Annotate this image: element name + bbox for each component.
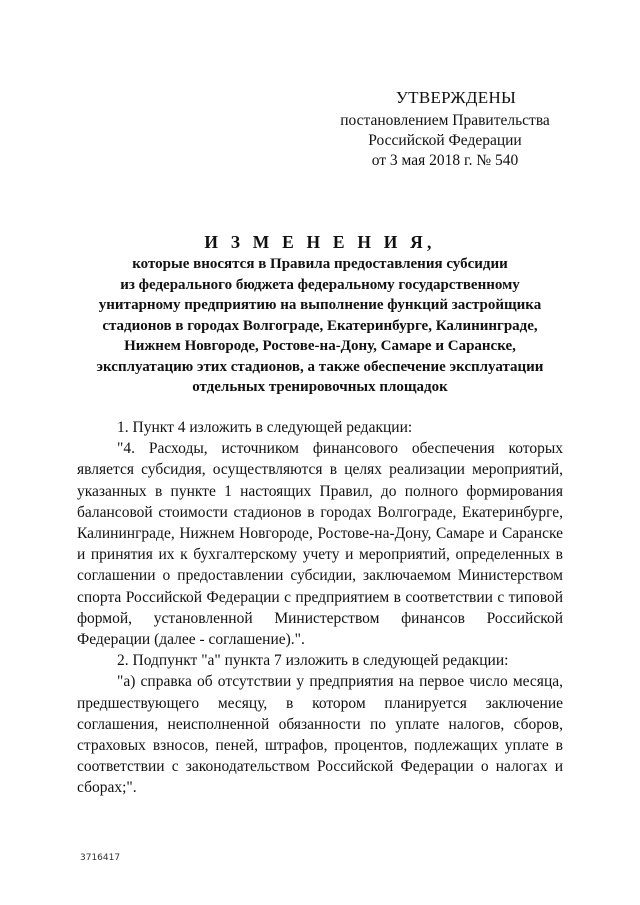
approval-line-date-number: от 3 мая 2018 г. № 540 xyxy=(371,152,519,169)
title-line: Нижнем Новгороде, Ростове-на-Дону, Самаре и Саранске, xyxy=(124,338,516,354)
paragraph-item-4-text: "4. Расходы, источником финансового обеспечения которых является субсидия, осуществляются в целях реализации мероприятий, указанных в пункте 1 настоящих Правил, до полного формирования балансовой стоимости стадионов в городах Волгограде, Екатеринбурге, Калининграде, Нижнем Новгороде, Ростове-на-Дону, Самаре и Саранске и принятия их к бухгалтерскому учету и мероприятий, определенных в соглашении о предоставлении субсидии, заключаемом Министерством спорта Российской Федерации с предприятием в соответствии с типовой формой, установленной Министерством финансов Российской Федерации (далее - соглашение).". xyxy=(77,440,563,649)
paragraph-item-2: 2. Подпункт "а" пункта 7 изложить в следующей редакции: xyxy=(117,652,509,670)
paragraph-item-1: 1. Пункт 4 изложить в следующей редакции: xyxy=(117,419,413,436)
title-line: эксплуатацию этих стадионов, а также обеспечение эксплуатации xyxy=(96,358,544,375)
title-line: отдельных тренировочных площадок xyxy=(192,379,448,395)
document-code: 3716417 xyxy=(80,853,121,863)
approval-heading: УТВЕРЖДЕНЫ xyxy=(395,88,517,107)
paragraph-subitem-a-text: "а) справка об отсутствии у предприятия на первое число месяца, предшествующего месяцу, в котором планируется заключение соглашения, неисполненной обязанности по уплате налогов, сборов, страховых взносов, пеней, штрафов, процентов, подлежащих уплате в соответствии с законодательством Российской Федерации о налогах и сборах;". xyxy=(77,673,563,797)
title-heading: И З М Е Н Е Н И Я, xyxy=(204,232,436,252)
title-line: унитарному предприятию на выполнение функций застройщика xyxy=(98,297,542,313)
title-line: из федерального бюджета федеральному государственному xyxy=(120,276,520,293)
title-line: которые вносятся в Правила предоставления субсидии xyxy=(132,256,508,272)
approval-block xyxy=(330,88,560,171)
approval-line-government: постановлением Правительства xyxy=(340,112,550,129)
document-body xyxy=(77,417,563,799)
title-line: стадионов в городах Волгограде, Екатеринбурге, Калининграде, xyxy=(102,317,538,334)
document-title xyxy=(80,230,560,398)
approval-line-federation: Российской Федерации xyxy=(368,132,522,149)
